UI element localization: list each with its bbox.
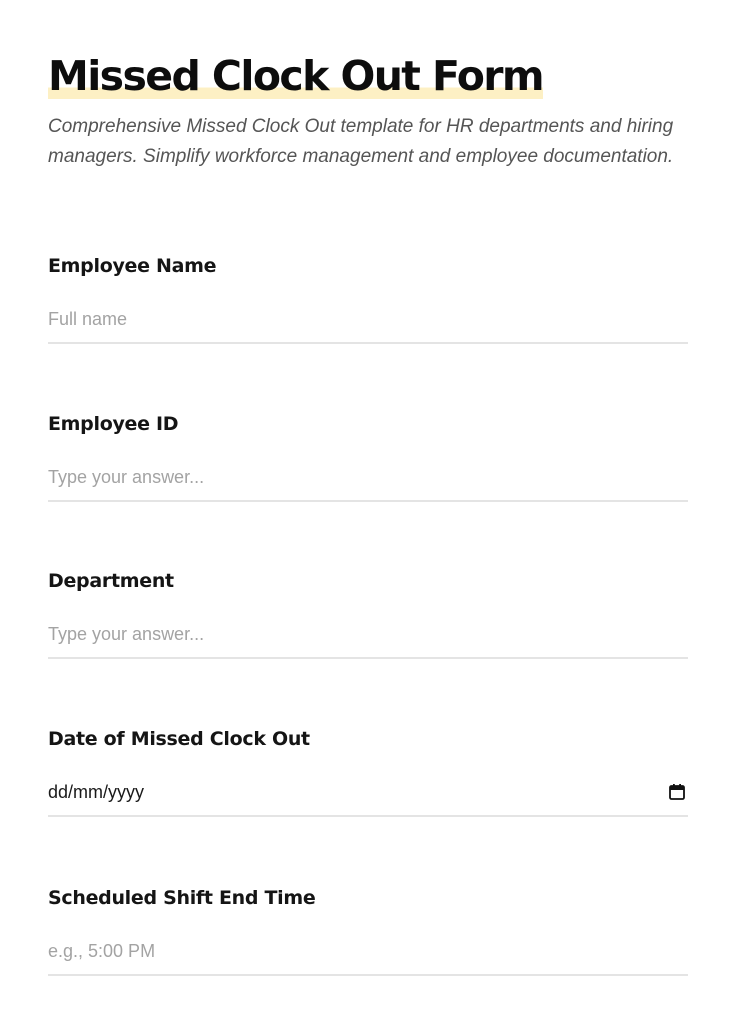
employee-id-label: Employee ID [48, 413, 179, 435]
calendar-icon[interactable] [668, 783, 686, 801]
department-input[interactable] [48, 611, 688, 659]
employee-id-input[interactable] [48, 454, 688, 502]
department-label: Department [48, 570, 174, 592]
missed-date-label: Date of Missed Clock Out [48, 728, 310, 750]
form-description: Comprehensive Missed Clock Out template for HR departments and hiring managers. Simplify workforce management and employee documentation. [48, 116, 674, 167]
form-container [48, 50, 688, 172]
missed-date-input[interactable] [48, 769, 688, 817]
employee-name-input[interactable] [48, 296, 688, 344]
date-value: dd/mm/yyyy [48, 782, 145, 802]
shift-end-time-label: Scheduled Shift End Time [48, 887, 316, 909]
shift-end-time-input[interactable] [48, 928, 688, 976]
page-title: Missed Clock Out Form [48, 52, 544, 100]
employee-name-label: Employee Name [48, 255, 217, 277]
